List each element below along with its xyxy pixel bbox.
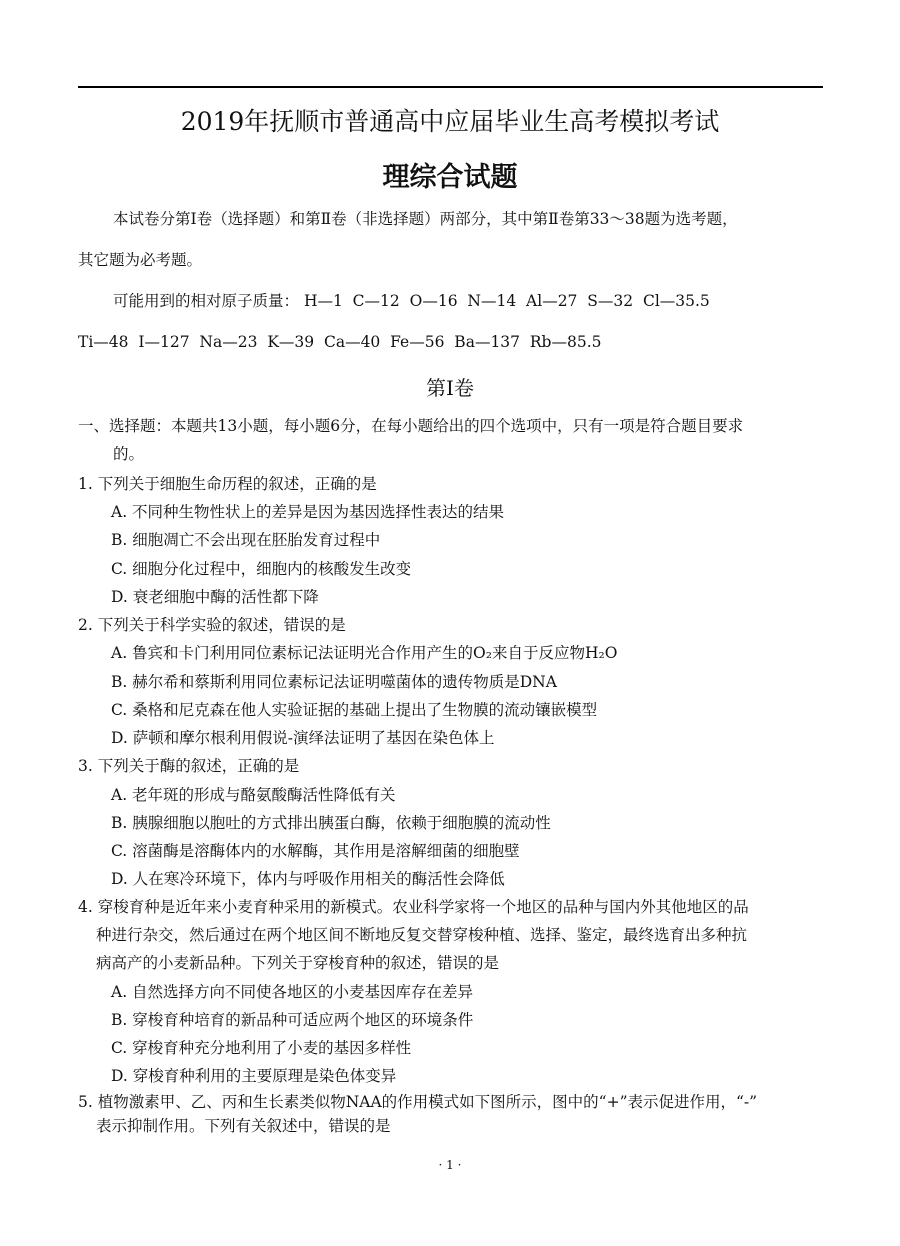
question-3-option-b: B. 胰腺细胞以胞吐的方式排出胰蛋白酶，依赖于细胞膜的流动性 [111,814,551,832]
question-3-option-a: A. 老年斑的形成与酪氨酸酶活性降低有关 [111,786,396,804]
section-heading-line-1: 一、选择题：本题共13小题，每小题6分，在每小题给出的四个选项中，只有一项是符合题目要求 [78,417,744,435]
volume-title: 第Ⅰ卷 [426,376,474,400]
question-1-option-b: B. 细胞凋亡不会出现在胚胎发育过程中 [111,531,381,549]
question-2-option-d: D. 萨顿和摩尔根利用假说-演绎法证明了基因在染色体上 [111,729,495,747]
question-2-option-a: A. 鲁宾和卡门利用同位素标记法证明光合作用产生的O₂来自于反应物H₂O [111,644,618,662]
question-4-option-d: D. 穿梭育种利用的主要原理是染色体变异 [111,1067,397,1085]
intro-line-1: 本试卷分第Ⅰ卷（选择题）和第Ⅱ卷（非选择题）两部分，其中第Ⅱ卷第33～38题为选考题， [113,210,738,228]
question-4-stem-line-2: 种进行杂交，然后通过在两个地区间不断地反复交替穿梭种植、选择、鉴定，最终选育出多种抗 [96,926,748,944]
question-2-stem: 2. 下列关于科学实验的叙述，错误的是 [78,616,346,634]
question-2-option-b: B. 赫尔希和蔡斯利用同位素标记法证明噬菌体的遗传物质是DNA [111,673,557,691]
question-1-option-a: A. 不同种生物性状上的差异是因为基因选择性表达的结果 [111,503,505,521]
question-4-stem-line-1: 4. 穿梭育种是近年来小麦育种采用的新模式。农业科学家将一个地区的品种与国内外其他地区的品 [78,898,749,916]
exam-subtitle: 理综合试题 [382,162,518,193]
question-1-option-d: D. 衰老细胞中酶的活性都下降 [111,588,319,606]
question-4-option-a: A. 自然选择方向不同使各地区的小麦基因库存在差异 [111,983,474,1001]
question-4-option-b: B. 穿梭育种培育的新品种可适应两个地区的环境条件 [111,1011,474,1029]
question-5-stem-line-2: 表示抑制作用。下列有关叙述中，错误的是 [96,1117,391,1135]
atomic-mass-row-1 [113,291,710,311]
question-5-stem-line-1: 5. 植物激素甲、乙、丙和生长素类似物NAA的作用模式如下图所示，图中的“+”表示促进作用，“-” [78,1093,758,1111]
intro-line-2: 其它题为必考题。 [78,251,203,269]
question-2-option-c: C. 桑格和尼克森在他人实验证据的基础上提出了生物膜的流动镶嵌模型 [111,701,598,719]
page-number: · 1 · [438,1158,462,1172]
section-heading-line-2: 的。 [113,445,145,463]
question-1-stem: 1. 下列关于细胞生命历程的叙述，正确的是 [78,475,377,493]
exam-title: 2019年抚顺市普通高中应届毕业生高考模拟考试 [180,107,720,136]
question-3-option-c: C. 溶菌酶是溶酶体内的水解酶，其作用是溶解细菌的细胞壁 [111,842,520,860]
question-4-option-c: C. 穿梭育种充分地利用了小麦的基因多样性 [111,1039,412,1057]
atomic-mass-row-2: Ti—48 I—127 Na—23 K—39 Ca—40 Fe—56 Ba—137 Rb—85.5 [78,333,602,351]
question-4-stem-line-3: 病高产的小麦新品种。下列关于穿梭育种的叙述，错误的是 [96,954,500,972]
header-rule [78,86,823,88]
question-1-option-c: C. 细胞分化过程中，细胞内的核酸发生改变 [111,560,412,578]
atomic-mass-label: 可能用到的相对原子质量： [113,292,300,310]
question-3-stem: 3. 下列关于酶的叙述，正确的是 [78,757,300,775]
question-3-option-d: D. 人在寒冷环境下，体内与呼吸作用相关的酶活性会降低 [111,870,505,888]
atomic-mass-values-1: H—1 C—12 O—16 N—14 Al—27 S—32 Cl—35.5 [303,292,710,310]
